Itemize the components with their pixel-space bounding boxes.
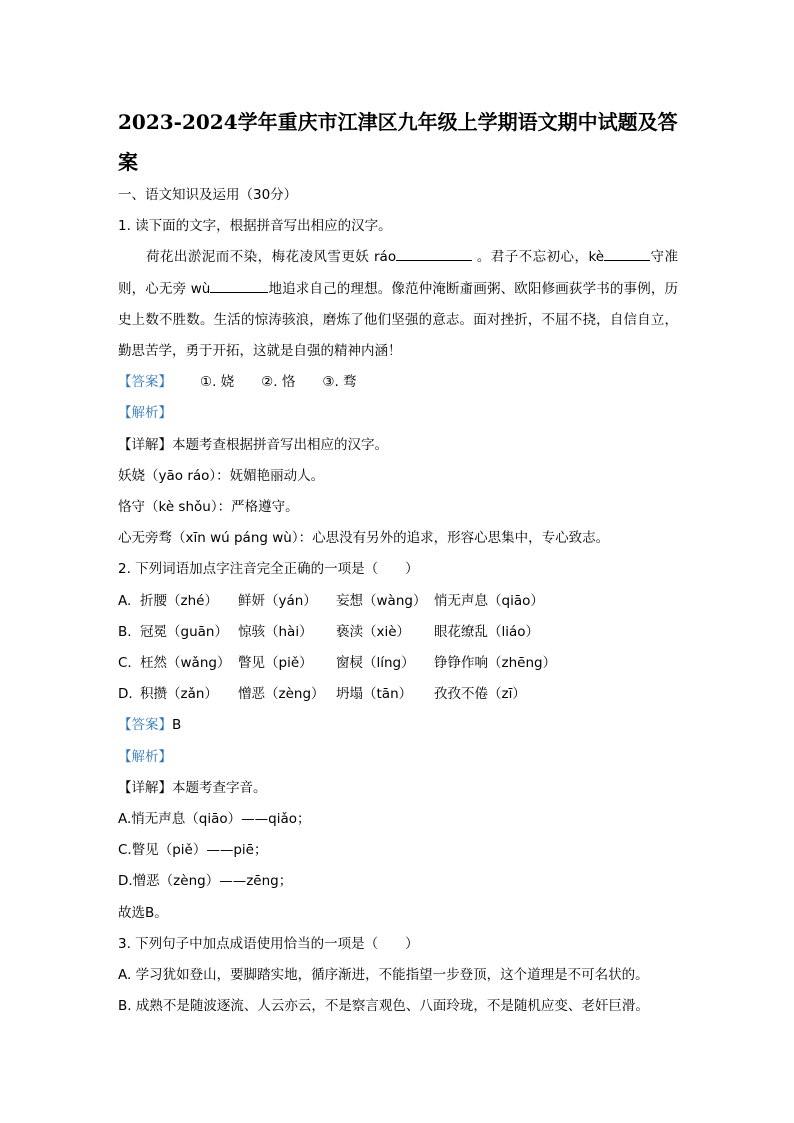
detail (118, 773, 678, 804)
option-item: 孜孜不倦（zī） (434, 686, 526, 703)
option-item: 憎恶（zèng） (238, 686, 325, 703)
answer-label: 【答案】 (118, 374, 172, 391)
option-item: 妄想（wàng） (336, 592, 427, 609)
option-item: 坍塌（tān） (336, 686, 413, 703)
option-label: C. (118, 655, 132, 672)
note: 故选B。 (118, 904, 168, 921)
option-label: A. (118, 592, 132, 609)
section-heading: 一、语文知识及运用（30分） (118, 187, 298, 203)
document-body (118, 180, 678, 1022)
option-row (118, 586, 678, 617)
option-row (118, 648, 678, 679)
passage-text: 荷花出淤泥而不染，梅花凌风雪更妖 ráo (146, 249, 397, 266)
question-2-stem: 2. 下列词语加点字注音完全正确的一项是（ ） (118, 561, 419, 578)
option-item: 冠冕（guān） (140, 623, 228, 640)
answer-text: B (172, 717, 182, 734)
detail-label: 【详解】 (118, 779, 172, 796)
note: 心无旁骛（xīn wú páng wù）：心思没有另外的追求，形容心思集中，专心致志。 (118, 530, 610, 547)
option-item: 悄无声息（qiāo） (434, 592, 544, 609)
question-2-answer (118, 710, 678, 741)
option-item: B. 成熟不是随波逐流、人云亦云，不是察言观色、八面玲珑，不是随机应变、老奸巨滑。 (118, 998, 649, 1015)
question-1-stem: 1. 读下面的文字，根据拼音写出相应的汉字。 (118, 218, 392, 235)
option-row (118, 679, 678, 710)
option-item: 瞥见（piě） (238, 655, 313, 672)
option-label: D. (118, 686, 133, 703)
option-label: B. (118, 623, 132, 640)
option-item: 亵渎（xiè） (336, 623, 411, 640)
detail-label: 【详解】 (118, 436, 172, 453)
option-item: 枉然（wǎng） (140, 655, 231, 672)
option-row (118, 617, 678, 648)
passage-text: 。君子不忘初心，kè (472, 249, 605, 266)
detail (118, 430, 678, 461)
option-item: A. 学习犹如登山，要脚踏实地，循序渐进，不能指望一步登顶，这个道理是不可名状的。 (118, 967, 649, 984)
answer-blank (210, 278, 268, 293)
passage-text: 地追求自己的理想。像范仲淹断齑画粥、欧阳修画荻学书的事例，历史上数不胜数。生活的惊涛骇浪，磨炼了他们坚强的意志。面对挫折，不屈不挠，自信自立，勤思苦学，勇于开拓，这就是自强的精神内涵！ (118, 280, 679, 360)
question-1-answer (118, 367, 678, 398)
answer-label: 【答案】 (118, 717, 172, 734)
detail-text: 本题考查根据拼音写出相应的汉字。 (172, 436, 388, 453)
option-item: 惊骇（hài） (238, 623, 313, 640)
question-1-passage (118, 242, 678, 367)
detail-text: 本题考查字音。 (172, 779, 267, 796)
answer-text: ①. 娆 ②. 恪 ③. 骛 (200, 374, 357, 391)
note: A.悄无声息（qiāo）——qiǎo； (118, 811, 311, 828)
option-item: 鲜妍（yán） (238, 592, 317, 609)
note: 恪守（kè shǒu）：严格遵守。 (118, 499, 299, 516)
answer-blank (604, 246, 650, 261)
note: D.憎恶（zèng）——zēng； (118, 873, 293, 890)
option-item: 积攒（zǎn） (140, 686, 218, 703)
note: C.瞥见（piě）——piē； (118, 842, 268, 859)
analysis-label: 【解析】 (118, 405, 172, 422)
option-item: 眼花缭乱（liáo） (434, 623, 540, 640)
note: 妖娆（yāo ráo）：妩媚艳丽动人。 (118, 467, 325, 484)
passage-text: 守准则，心无旁 wù (118, 249, 678, 297)
answer-blank (396, 246, 472, 261)
analysis-label: 【解析】 (118, 748, 172, 765)
page-title: 2023-2024学年重庆市江津区九年级上学期语文期中试题及答案 (118, 110, 678, 174)
question-3-stem: 3. 下列句子中加点成语使用恰当的一项是（ ） (118, 935, 419, 952)
option-item: 折腰（zhé） (140, 592, 218, 609)
option-item: 窗棂（líng） (336, 655, 415, 672)
option-item: 铮铮作响（zhēng） (434, 655, 557, 672)
